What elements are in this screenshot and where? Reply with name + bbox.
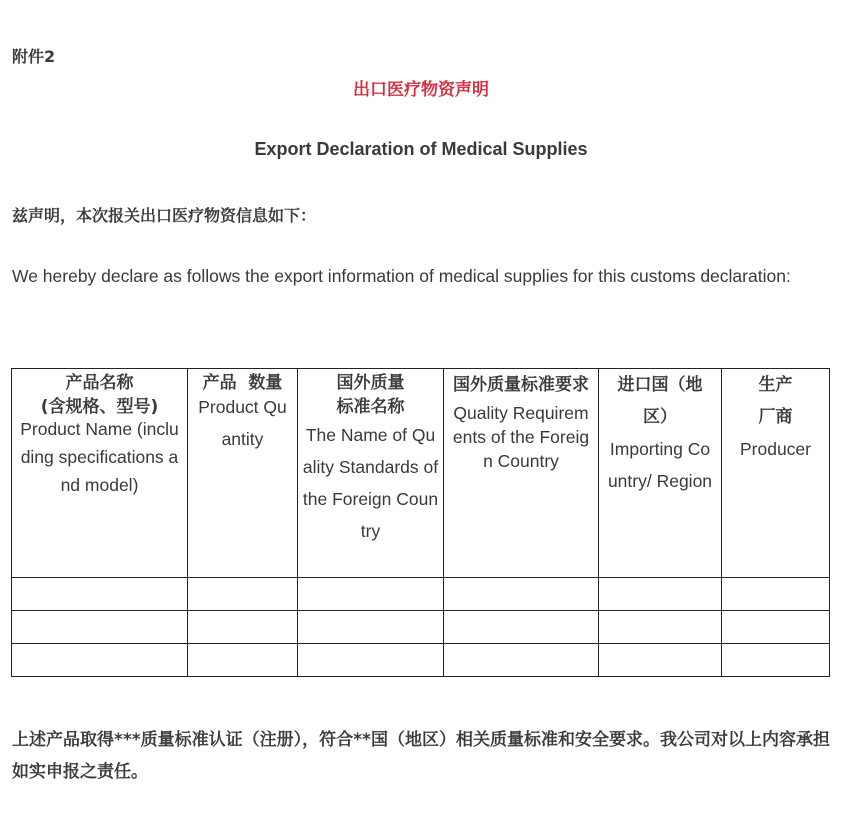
header-quantity-cn: 产品 数量 bbox=[202, 373, 283, 393]
header-product-name-en: Product Name (including specifications and model) bbox=[20, 419, 179, 495]
declaration-intro-english: We hereby declare as follows the export information of medical supplies for this customs declaration: bbox=[12, 266, 791, 286]
document-title-chinese: 出口医疗物资声明 bbox=[353, 80, 489, 100]
header-cell-quality-requirements bbox=[444, 369, 599, 578]
attachment-label: 附件2 bbox=[12, 47, 56, 66]
table-cell bbox=[599, 578, 722, 611]
table-cell bbox=[599, 611, 722, 644]
header-quality-requirements-en: Quality Requirements of the Foreign Country bbox=[452, 403, 590, 471]
table-cell bbox=[12, 578, 188, 611]
table-cell bbox=[298, 644, 444, 677]
table-header-row bbox=[12, 369, 830, 578]
table-cell bbox=[188, 578, 298, 611]
declaration-intro-chinese: 兹声明，本次报关出口医疗物资信息如下： bbox=[12, 206, 317, 225]
table-cell bbox=[444, 578, 599, 611]
header-cell-quantity bbox=[188, 369, 298, 578]
table-cell bbox=[599, 644, 722, 677]
header-product-name-cn: 产品名称 (含规格、型号) bbox=[40, 373, 159, 417]
header-producer-cn: 生产 厂商 bbox=[758, 375, 793, 427]
table-cell bbox=[444, 644, 599, 677]
table-row bbox=[12, 578, 830, 611]
header-importing-country-en: Importing Country/ Region bbox=[607, 439, 713, 491]
table-cell bbox=[722, 611, 830, 644]
header-cell-product-name bbox=[12, 369, 188, 578]
header-cell-producer bbox=[722, 369, 830, 578]
declaration-table bbox=[11, 368, 830, 677]
table-cell bbox=[722, 578, 830, 611]
header-producer-en: Producer bbox=[739, 439, 811, 459]
document-title-english: Export Declaration of Medical Supplies bbox=[254, 139, 588, 159]
header-cell-importing-country bbox=[599, 369, 722, 578]
table-cell bbox=[12, 644, 188, 677]
table-cell bbox=[444, 611, 599, 644]
table-cell bbox=[722, 644, 830, 677]
table-row bbox=[12, 611, 830, 644]
table-row bbox=[12, 644, 830, 677]
header-quality-requirements-cn: 国外质量标准要求 bbox=[453, 375, 589, 395]
header-importing-country-cn: 进口国（地区） bbox=[617, 375, 703, 427]
table-cell bbox=[188, 644, 298, 677]
header-cell-standard-name bbox=[298, 369, 444, 578]
header-standard-name-en: The Name of Quality Standards of the Foreign Country bbox=[302, 425, 439, 541]
header-standard-name-cn: 国外质量 标准名称 bbox=[336, 373, 405, 417]
table-cell bbox=[12, 611, 188, 644]
header-quantity-en: Product Quantity bbox=[198, 397, 287, 449]
table-cell bbox=[188, 611, 298, 644]
table-cell bbox=[298, 611, 444, 644]
closing-statement: 上述产品取得***质量标准认证（注册），符合**国（地区）相关质量标准和安全要求。我公司对以上内容承担如实申报之责任。 bbox=[12, 730, 830, 782]
table-cell bbox=[298, 578, 444, 611]
